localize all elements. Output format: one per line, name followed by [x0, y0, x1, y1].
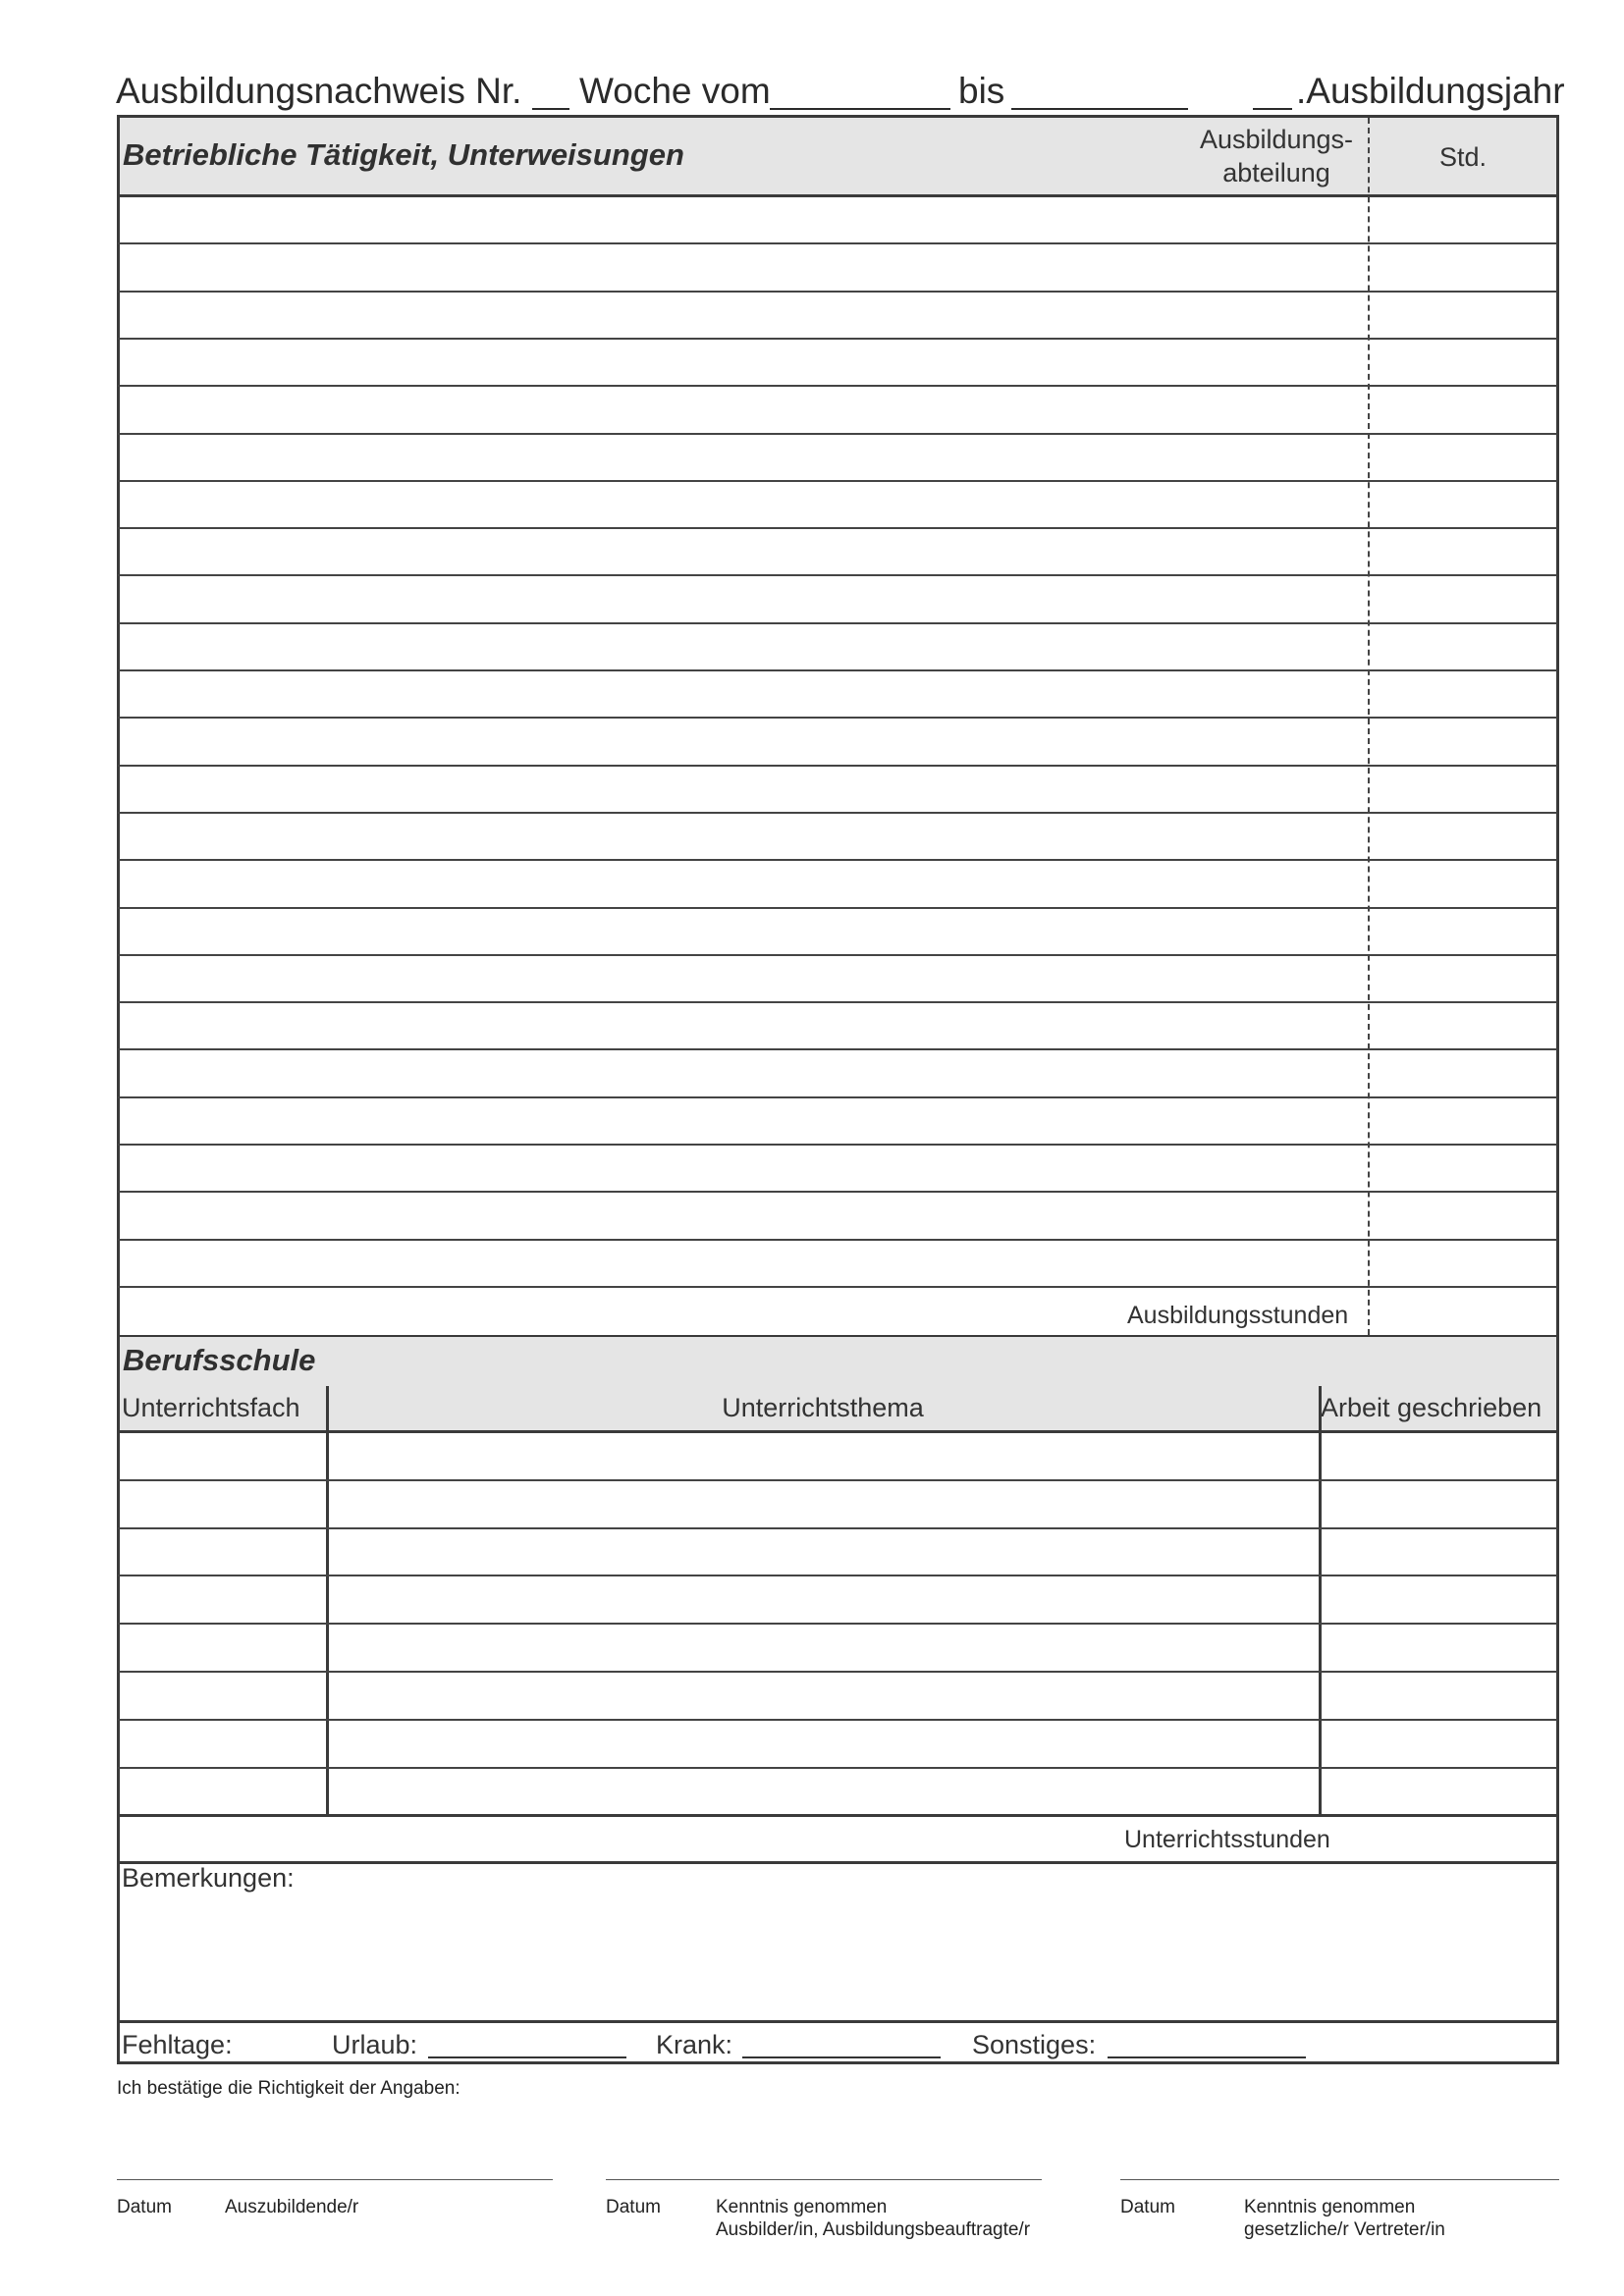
activity-row[interactable] [120, 859, 1556, 904]
activity-row[interactable] [120, 622, 1556, 667]
training-hours-field[interactable] [1371, 1290, 1555, 1333]
school-rows-bottom [118, 1814, 1557, 1817]
signature-line-trainer[interactable] [606, 2179, 1042, 2180]
activity-row[interactable] [120, 812, 1556, 857]
activity-row[interactable] [120, 1191, 1556, 1236]
activity-row[interactable] [120, 765, 1556, 810]
signature-role-guardian-line1: Kenntnis genommen [1244, 2197, 1416, 2217]
signature-line-trainee[interactable] [117, 2179, 553, 2180]
activity-row[interactable] [120, 338, 1556, 383]
activity-row[interactable] [120, 1239, 1556, 1284]
activity-row[interactable] [120, 907, 1556, 952]
activity-row[interactable] [120, 574, 1556, 619]
activity-row-line [118, 1286, 1557, 1288]
absence-top [118, 2020, 1557, 2023]
week-until-field[interactable] [1011, 108, 1188, 110]
other-field[interactable] [1108, 2056, 1306, 2058]
department-column-header: Ausbildungs- abteilung [1199, 125, 1354, 187]
activity-row[interactable] [120, 1048, 1556, 1094]
activity-row[interactable] [120, 1001, 1556, 1046]
report-number-field[interactable] [532, 108, 569, 110]
signature-role-trainee: Auszubildende/r [225, 2197, 359, 2217]
activity-row[interactable] [120, 1096, 1556, 1142]
activity-row[interactable] [120, 480, 1556, 525]
activity-section-title: Betriebliche Tätigkeit, Unterweisungen [123, 137, 684, 172]
sick-field[interactable] [742, 2056, 941, 2058]
training-year-field[interactable] [1253, 108, 1292, 110]
signature-date-trainer: Datum [606, 2197, 661, 2217]
signature-role-guardian-line2: gesetzliche/r Vertreter/in [1244, 2219, 1445, 2240]
vacation-label: Urlaub: [332, 2030, 418, 2059]
activity-row[interactable] [120, 669, 1556, 715]
vacation-field[interactable] [428, 2056, 626, 2058]
signature-date-guardian: Datum [1120, 2197, 1175, 2217]
training-hours-label: Ausbildungsstunden [1127, 1302, 1349, 1329]
activity-row[interactable] [120, 242, 1556, 288]
week-from-label: Woche vom [579, 71, 771, 111]
subject-column-header: Unterrichtsfach [122, 1393, 300, 1422]
lesson-hours-label: Unterrichtsstunden [1124, 1826, 1330, 1853]
remarks-field[interactable] [120, 1896, 1556, 2018]
week-from-field[interactable] [770, 108, 950, 110]
week-until-label: bis [958, 71, 1005, 111]
test-written-column-header: Arbeit geschrieben [1321, 1393, 1543, 1422]
activity-row[interactable] [120, 527, 1556, 572]
school-row[interactable] [120, 1431, 1556, 1477]
activity-row[interactable] [120, 195, 1556, 240]
hours-column-header: Std. [1438, 142, 1488, 172]
activity-row[interactable] [120, 717, 1556, 762]
signature-line-guardian[interactable] [1120, 2179, 1559, 2180]
school-row[interactable] [120, 1623, 1556, 1669]
school-row[interactable] [120, 1719, 1556, 1765]
remarks-label: Bemerkungen: [122, 1863, 295, 1893]
activity-row[interactable] [120, 433, 1556, 478]
school-section-title: Berufsschule [123, 1343, 316, 1377]
school-row[interactable] [120, 1479, 1556, 1525]
activity-row[interactable] [120, 291, 1556, 336]
activity-row[interactable] [120, 1144, 1556, 1189]
remarks-top [118, 1861, 1557, 1864]
school-row[interactable] [120, 1767, 1556, 1813]
report-header [116, 65, 1565, 118]
activity-row[interactable] [120, 385, 1556, 430]
training-year-label: .Ausbildungsjahr [1296, 71, 1565, 111]
topic-column-header: Unterrichtsthema [722, 1393, 924, 1422]
absence-days-label: Fehltage: [122, 2030, 233, 2059]
signature-role-trainer-line1: Kenntnis genommen [716, 2197, 888, 2217]
school-row[interactable] [120, 1527, 1556, 1574]
other-label: Sonstiges: [972, 2030, 1097, 2059]
signature-date-trainee: Datum [117, 2197, 172, 2217]
signature-role-trainer-line2: Ausbilder/in, Ausbildungsbeauftragte/r [716, 2219, 1031, 2240]
confirmation-text: Ich bestätige die Richtigkeit der Angaben: [117, 2078, 460, 2099]
hours-column-divider [1368, 118, 1370, 1335]
school-row[interactable] [120, 1671, 1556, 1717]
activity-row[interactable] [120, 954, 1556, 999]
report-number-label: Ausbildungsnachweis Nr. [116, 71, 522, 111]
school-row[interactable] [120, 1575, 1556, 1621]
sick-label: Krank: [656, 2030, 733, 2059]
